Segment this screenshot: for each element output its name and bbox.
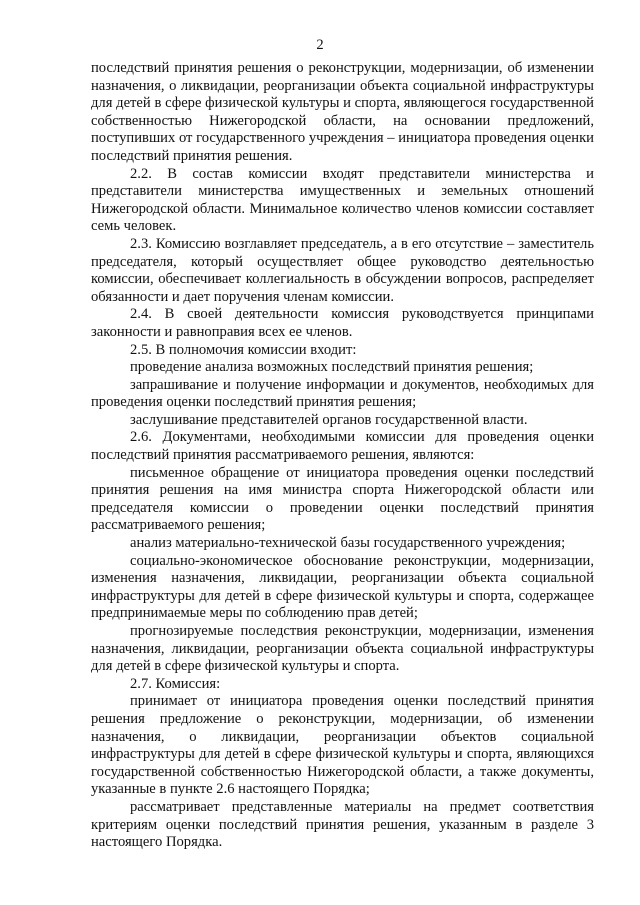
paragraph: последствий принятия решения о реконструкции, модернизации, об изменении назначения, о ликвидации, реорганизации объекта социальной инфраструктуры для детей в сфере физической культуры и спорта, являющегося государственной собственностью Нижегородской области, на основании предложений, поступивших от государственного учреждения – инициатора проведения оценки последствий принятия решения. <box>91 60 594 164</box>
paragraph: 2.6. Документами, необходимыми комиссии для проведения оценки последствий принятия рассматриваемого решения, являются: <box>91 429 594 464</box>
paragraph: 2.2. В состав комиссии входят представители министерства и представители министерства имущественных и земельных отношений Нижегородской области. Минимальное количество членов комиссии составляет семь человек. <box>91 165 594 235</box>
paragraph: 2.7. Комиссия: <box>130 675 221 692</box>
page-number: 2 <box>316 37 324 53</box>
paragraph: 2.4. В своей деятельности комиссия руководствуется принципами законности и равноправия всех ее членов. <box>91 306 594 340</box>
paragraph: 2.3. Комиссию возглавляет председатель, а в его отсутствие – заместитель председателя, который осуществляет общее руководство деятельностью комиссии, обеспечивает коллегиальность в обсуждении вопросов, распределяет обязанности и дает поручения членам комиссии. <box>91 235 594 305</box>
paragraph: социально-экономическое обоснование реконструкции, модернизации, изменения назначения, ликвидации, реорганизации объекта социальной инфраструктуры для детей в сфере физической культуры и спорта, содержащее предпринимаемые меры по соблюдению прав детей; <box>91 552 594 622</box>
paragraph: 2.5. В полномочия комиссии входит: <box>130 341 357 358</box>
paragraph: рассматривает представленные материалы на предмет соответствия критериям оценки последствий принятия решения, указанным в разделе 3 настоящего Порядка. <box>91 798 594 851</box>
paragraph: запрашивание и получение информации и документов, необходимых для проведения оценки последствий принятия решения; <box>91 376 594 411</box>
paragraph: анализ материально-технической базы государственного учреждения; <box>130 535 566 552</box>
paragraph: письменное обращение от инициатора проведения оценки последствий принятия решения на имя министра спорта Нижегородской области или председателя комиссии о проведении оценки последствий принятия рассматриваемого решения; <box>91 464 594 534</box>
paragraph: заслушивание представителей органов государственной власти. <box>130 411 528 428</box>
document-body <box>91 60 594 852</box>
paragraph: проведение анализа возможных последствий принятия решения; <box>130 359 534 376</box>
paragraph: прогнозируемые последствия реконструкции, модернизации, изменения назначения, ликвидации, реорганизации объекта социальной инфраструктуры для детей в сфере физической культуры и спорта. <box>91 623 594 675</box>
paragraph: принимает от инициатора проведения оценки последствий принятия решения предложение о реконструкции, модернизации, об изменении назначения, о ликвидации, реорганизации объектов социальной инфраструктуры для детей в сфере физической культуры и спорта, являющихся государственной собственностью Нижегородской области, а также документы, указанные в пункте 2.6 настоящего Порядка; <box>91 693 594 798</box>
